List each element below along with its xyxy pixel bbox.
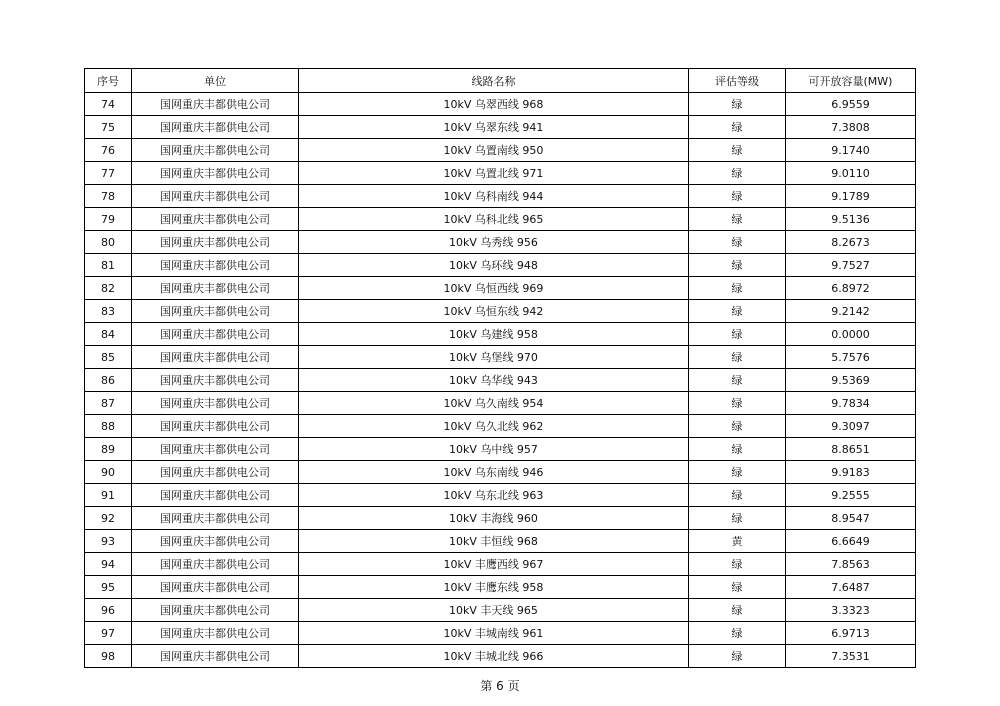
cell-line-name: 10kV 乌中线 957 [299,438,689,461]
cell-rating: 绿 [689,185,786,208]
cell-unit: 国网重庆丰都供电公司 [132,162,299,185]
cell-index: 81 [85,254,132,277]
cell-capacity: 0.0000 [786,323,916,346]
cell-line-name: 10kV 乌科北线 965 [299,208,689,231]
cell-rating: 绿 [689,599,786,622]
table-row [85,461,916,484]
cell-rating: 绿 [689,553,786,576]
header-rating: 评估等级 [689,69,786,93]
page-number: 第 6 页 [480,679,520,693]
table-row [85,415,916,438]
cell-index: 93 [85,530,132,553]
cell-unit: 国网重庆丰都供电公司 [132,461,299,484]
cell-capacity: 9.5136 [786,208,916,231]
cell-capacity: 5.7576 [786,346,916,369]
cell-capacity: 9.5369 [786,369,916,392]
header-line-name: 线路名称 [299,69,689,93]
cell-rating: 绿 [689,93,786,116]
cell-line-name: 10kV 乌环线 948 [299,254,689,277]
cell-unit: 国网重庆丰都供电公司 [132,507,299,530]
cell-unit: 国网重庆丰都供电公司 [132,93,299,116]
cell-unit: 国网重庆丰都供电公司 [132,208,299,231]
cell-capacity: 9.0110 [786,162,916,185]
cell-rating: 绿 [689,392,786,415]
cell-capacity: 9.7834 [786,392,916,415]
cell-index: 83 [85,300,132,323]
cell-unit: 国网重庆丰都供电公司 [132,645,299,668]
cell-line-name: 10kV 乌东北线 963 [299,484,689,507]
table-row [85,162,916,185]
cell-line-name: 10kV 乌建线 958 [299,323,689,346]
table-row [85,599,916,622]
table-row [85,507,916,530]
table-row [85,484,916,507]
cell-line-name: 10kV 乌堡线 970 [299,346,689,369]
cell-unit: 国网重庆丰都供电公司 [132,599,299,622]
cell-rating: 绿 [689,277,786,300]
cell-capacity: 6.6649 [786,530,916,553]
cell-unit: 国网重庆丰都供电公司 [132,553,299,576]
cell-index: 86 [85,369,132,392]
table-row [85,139,916,162]
cell-index: 78 [85,185,132,208]
cell-line-name: 10kV 丰鹰东线 958 [299,576,689,599]
capacity-table [84,68,916,668]
header-capacity: 可开放容量(MW) [786,69,916,93]
table-row [85,645,916,668]
cell-index: 75 [85,116,132,139]
cell-index: 85 [85,346,132,369]
cell-unit: 国网重庆丰都供电公司 [132,277,299,300]
cell-capacity: 9.7527 [786,254,916,277]
cell-unit: 国网重庆丰都供电公司 [132,231,299,254]
cell-index: 98 [85,645,132,668]
cell-rating: 绿 [689,438,786,461]
table-row [85,576,916,599]
table-row [85,93,916,116]
cell-rating: 绿 [689,139,786,162]
cell-unit: 国网重庆丰都供电公司 [132,139,299,162]
table-row [85,392,916,415]
cell-index: 76 [85,139,132,162]
cell-index: 74 [85,93,132,116]
cell-line-name: 10kV 丰天线 965 [299,599,689,622]
cell-unit: 国网重庆丰都供电公司 [132,185,299,208]
cell-index: 82 [85,277,132,300]
cell-capacity: 9.3097 [786,415,916,438]
table-row [85,369,916,392]
cell-line-name: 10kV 丰海线 960 [299,507,689,530]
cell-unit: 国网重庆丰都供电公司 [132,346,299,369]
cell-index: 95 [85,576,132,599]
cell-capacity: 3.3323 [786,599,916,622]
cell-rating: 绿 [689,231,786,254]
cell-rating: 绿 [689,162,786,185]
cell-index: 97 [85,622,132,645]
table-row [85,231,916,254]
cell-line-name: 10kV 丰城北线 966 [299,645,689,668]
cell-rating: 绿 [689,300,786,323]
table-header-row [85,69,916,93]
table-row [85,277,916,300]
cell-line-name: 10kV 乌东南线 946 [299,461,689,484]
cell-index: 96 [85,599,132,622]
cell-line-name: 10kV 乌置南线 950 [299,139,689,162]
cell-capacity: 6.9559 [786,93,916,116]
cell-rating: 绿 [689,415,786,438]
cell-capacity: 6.8972 [786,277,916,300]
cell-unit: 国网重庆丰都供电公司 [132,116,299,139]
table-row [85,300,916,323]
cell-unit: 国网重庆丰都供电公司 [132,438,299,461]
cell-index: 79 [85,208,132,231]
cell-rating: 绿 [689,208,786,231]
table-row [85,116,916,139]
cell-index: 87 [85,392,132,415]
cell-rating: 绿 [689,461,786,484]
table-row [85,622,916,645]
cell-line-name: 10kV 乌恒东线 942 [299,300,689,323]
cell-rating: 绿 [689,323,786,346]
cell-rating: 绿 [689,576,786,599]
cell-index: 84 [85,323,132,346]
cell-line-name: 10kV 乌华线 943 [299,369,689,392]
cell-unit: 国网重庆丰都供电公司 [132,622,299,645]
cell-capacity: 7.3808 [786,116,916,139]
cell-line-name: 10kV 乌久北线 962 [299,415,689,438]
cell-capacity: 9.9183 [786,461,916,484]
table-body [85,93,916,668]
cell-line-name: 10kV 乌恒西线 969 [299,277,689,300]
cell-rating: 绿 [689,346,786,369]
cell-capacity: 9.1789 [786,185,916,208]
cell-unit: 国网重庆丰都供电公司 [132,369,299,392]
cell-unit: 国网重庆丰都供电公司 [132,576,299,599]
cell-rating: 绿 [689,645,786,668]
cell-line-name: 10kV 乌翠西线 968 [299,93,689,116]
cell-line-name: 10kV 丰城南线 961 [299,622,689,645]
cell-index: 77 [85,162,132,185]
cell-capacity: 8.8651 [786,438,916,461]
table-row [85,553,916,576]
cell-line-name: 10kV 丰恒线 968 [299,530,689,553]
table-row [85,438,916,461]
cell-line-name: 10kV 乌置北线 971 [299,162,689,185]
cell-capacity: 7.3531 [786,645,916,668]
cell-index: 94 [85,553,132,576]
cell-unit: 国网重庆丰都供电公司 [132,392,299,415]
cell-index: 89 [85,438,132,461]
cell-rating: 绿 [689,369,786,392]
cell-unit: 国网重庆丰都供电公司 [132,484,299,507]
cell-line-name: 10kV 丰鹰西线 967 [299,553,689,576]
cell-index: 92 [85,507,132,530]
cell-rating: 绿 [689,507,786,530]
cell-line-name: 10kV 乌秀线 956 [299,231,689,254]
cell-unit: 国网重庆丰都供电公司 [132,323,299,346]
table-row [85,208,916,231]
cell-capacity: 8.9547 [786,507,916,530]
cell-unit: 国网重庆丰都供电公司 [132,300,299,323]
cell-unit: 国网重庆丰都供电公司 [132,415,299,438]
table-row [85,530,916,553]
cell-line-name: 10kV 乌翠东线 941 [299,116,689,139]
table-row [85,185,916,208]
table-row [85,323,916,346]
cell-line-name: 10kV 乌久南线 954 [299,392,689,415]
cell-capacity: 7.6487 [786,576,916,599]
cell-rating: 绿 [689,116,786,139]
cell-rating: 黄 [689,530,786,553]
cell-capacity: 6.9713 [786,622,916,645]
header-unit: 单位 [132,69,299,93]
header-index: 序号 [85,69,132,93]
cell-rating: 绿 [689,484,786,507]
cell-unit: 国网重庆丰都供电公司 [132,530,299,553]
cell-unit: 国网重庆丰都供电公司 [132,254,299,277]
cell-index: 80 [85,231,132,254]
cell-capacity: 7.8563 [786,553,916,576]
cell-index: 91 [85,484,132,507]
cell-capacity: 8.2673 [786,231,916,254]
cell-index: 90 [85,461,132,484]
cell-rating: 绿 [689,622,786,645]
cell-capacity: 9.1740 [786,139,916,162]
cell-capacity: 9.2142 [786,300,916,323]
cell-index: 88 [85,415,132,438]
cell-rating: 绿 [689,254,786,277]
cell-line-name: 10kV 乌科南线 944 [299,185,689,208]
cell-capacity: 9.2555 [786,484,916,507]
table-row [85,254,916,277]
table-row [85,346,916,369]
